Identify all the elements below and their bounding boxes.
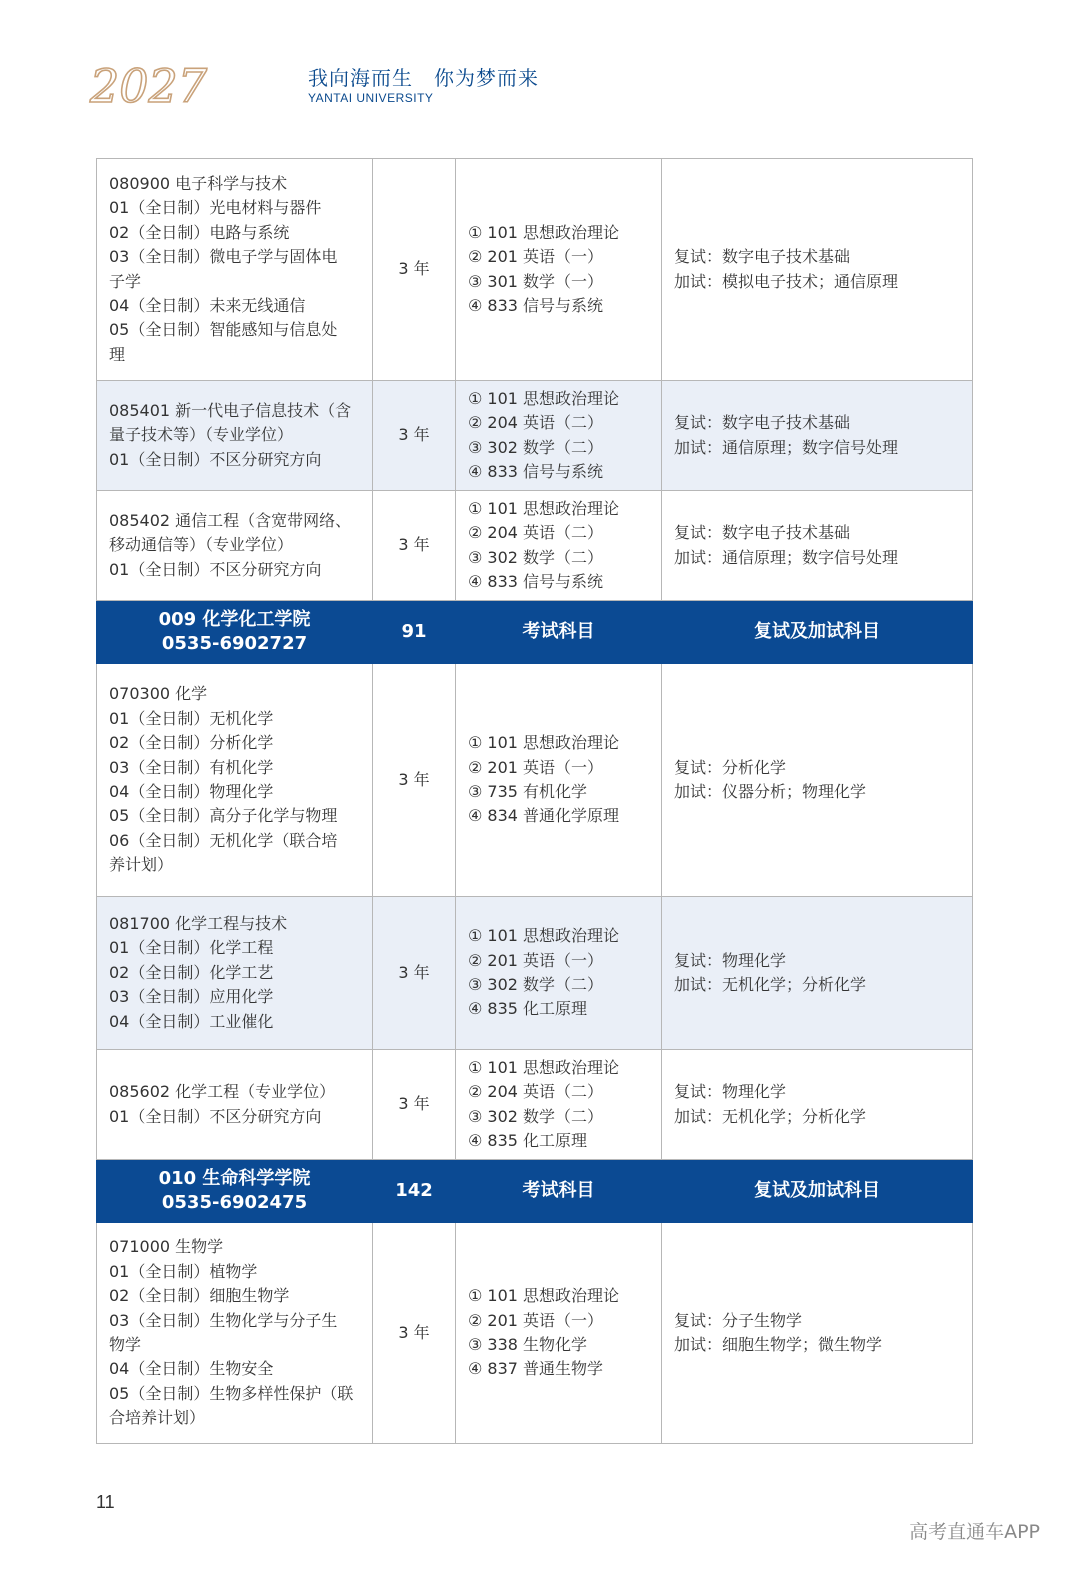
retest-subject: 复试：物理化学	[674, 950, 787, 970]
exam-subject: ① 101 思想政治理论	[468, 1057, 620, 1077]
retest-subjects-cell	[662, 897, 973, 1050]
slogan: 我向海而生 你为梦而来	[308, 66, 539, 90]
program-line: 070300 化学	[109, 684, 208, 704]
program-row	[97, 381, 973, 491]
retest-subject: 复试：数字电子技术基础	[674, 247, 851, 267]
years-cell: 3 年	[373, 1223, 456, 1444]
program-line: 05（全日制）生物多样性保护（联	[109, 1383, 354, 1403]
retest-subjects-cell	[662, 1050, 973, 1160]
program-line: 01（全日制）不区分研究方向	[109, 559, 322, 579]
exam-subject: ① 101 思想政治理论	[468, 1286, 620, 1306]
exam-subject: ④ 833 信号与系统	[468, 571, 604, 591]
program-cell	[97, 381, 373, 491]
program-line: 03（全日制）有机化学	[109, 757, 274, 777]
exam-subject: ② 201 英语（一）	[468, 950, 604, 970]
quota-cell: 91	[373, 601, 456, 664]
exam-subjects-cell	[456, 491, 662, 601]
exam-subject: ③ 301 数学（一）	[468, 271, 604, 291]
program-line: 02（全日制）电路与系统	[109, 222, 290, 242]
page-header	[88, 60, 539, 112]
retest-subject: 复试：分子生物学	[674, 1310, 803, 1330]
quota-cell: 142	[373, 1160, 456, 1223]
program-line: 085401 新一代电子信息技术（含	[109, 400, 352, 420]
program-line: 080900 电子科学与技术	[109, 173, 288, 193]
college-header-row	[97, 601, 973, 664]
college-header-row	[97, 1160, 973, 1223]
exam-subject: ③ 302 数学（二）	[468, 1106, 604, 1126]
college-cell	[97, 601, 373, 664]
program-line: 01（全日制）不区分研究方向	[109, 1106, 322, 1126]
years-cell: 3 年	[373, 897, 456, 1050]
exam-subjects-cell	[456, 664, 662, 897]
program-line: 081700 化学工程与技术	[109, 913, 288, 933]
retest-subject: 复试：物理化学	[674, 1082, 787, 1102]
program-line: 04（全日制）生物安全	[109, 1359, 274, 1379]
exam-subject: ① 101 思想政治理论	[468, 222, 620, 242]
program-line: 06（全日制）无机化学（联合培	[109, 830, 338, 850]
program-row	[97, 159, 973, 381]
exam-subject: ④ 835 化工原理	[468, 1130, 588, 1150]
retest-subject: 加试：模拟电子技术；通信原理	[674, 271, 899, 291]
college-phone: 0535-6902727	[161, 633, 308, 654]
program-line: 移动通信等）（专业学位）	[109, 535, 294, 555]
program-line: 03（全日制）应用化学	[109, 987, 274, 1007]
program-line: 04（全日制）物理化学	[109, 782, 274, 801]
retest-subjects-cell	[662, 664, 973, 897]
exam-subject: ① 101 思想政治理论	[468, 733, 620, 753]
exam-subject: ④ 835 化工原理	[468, 999, 588, 1019]
exam-subject: ③ 302 数学（二）	[468, 547, 604, 567]
retest-subject: 复试：数字电子技术基础	[674, 413, 851, 433]
program-line: 理	[109, 344, 126, 364]
retest-subject: 加试：无机化学；分析化学	[674, 975, 867, 994]
program-line: 物学	[109, 1335, 142, 1354]
program-cell	[97, 897, 373, 1050]
retest-subject: 加试：细胞生物学；微生物学	[674, 1335, 883, 1354]
admissions-table	[96, 158, 973, 1444]
retest-subject: 加试：仪器分析；物理化学	[674, 782, 867, 801]
exam-subjects-cell	[456, 1223, 662, 1444]
program-line: 02（全日制）化学工艺	[109, 962, 274, 982]
exam-label-cell: 考试科目	[456, 1160, 662, 1223]
program-line: 01（全日制）不区分研究方向	[109, 449, 322, 469]
program-cell	[97, 664, 373, 897]
years-cell: 3 年	[373, 1050, 456, 1160]
retest-subjects-cell	[662, 381, 973, 491]
program-line: 01（全日制）植物学	[109, 1261, 258, 1281]
exam-subject: ① 101 思想政治理论	[468, 388, 620, 408]
program-row	[97, 491, 973, 601]
program-line: 05（全日制）高分子化学与物理	[109, 806, 338, 826]
exam-subject: ④ 837 普通生物学	[468, 1359, 604, 1379]
college-cell	[97, 1160, 373, 1223]
exam-label-cell: 考试科目	[456, 601, 662, 664]
retest-subject: 复试：数字电子技术基础	[674, 523, 851, 543]
program-line: 085402 通信工程（含宽带网络、	[109, 510, 352, 530]
retest-subjects-cell	[662, 159, 973, 381]
exam-subject: ① 101 思想政治理论	[468, 498, 620, 518]
exam-subject: ④ 833 信号与系统	[468, 461, 604, 481]
retest-subjects-cell	[662, 491, 973, 601]
exam-subjects-cell	[456, 897, 662, 1050]
program-line: 03（全日制）生物化学与分子生	[109, 1310, 338, 1330]
years-cell: 3 年	[373, 159, 456, 381]
program-line: 量子技术等）（专业学位）	[109, 425, 294, 445]
exam-subject: ④ 834 普通化学原理	[468, 806, 620, 826]
exam-subjects-cell	[456, 1050, 662, 1160]
years-cell: 3 年	[373, 664, 456, 897]
exam-subject: ③ 338 生物化学	[468, 1335, 588, 1354]
program-cell	[97, 491, 373, 601]
retest-label-cell: 复试及加试科目	[662, 601, 973, 664]
years-cell: 3 年	[373, 491, 456, 601]
exam-subject: ③ 302 数学（二）	[468, 975, 604, 994]
program-line: 01（全日制）化学工程	[109, 938, 274, 958]
program-line: 04（全日制）未来无线通信	[109, 295, 306, 315]
program-line: 05（全日制）智能感知与信息处	[109, 320, 338, 340]
program-line: 养计划）	[109, 855, 174, 875]
retest-subject: 加试：无机化学；分析化学	[674, 1106, 867, 1126]
program-row	[97, 897, 973, 1050]
program-line: 子学	[109, 271, 142, 291]
retest-subject: 复试：分析化学	[674, 757, 787, 777]
program-line: 02（全日制）分析化学	[109, 733, 274, 753]
program-cell	[97, 1223, 373, 1444]
exam-subject: ② 201 英语（一）	[468, 1310, 604, 1330]
program-cell	[97, 159, 373, 381]
exam-subject: ② 204 英语（二）	[468, 1082, 604, 1102]
college-name: 010 生命科学学院	[158, 1168, 311, 1189]
watermark: 高考直通车APP	[909, 1521, 1040, 1543]
year-logo	[88, 60, 216, 108]
program-line: 071000 生物学	[109, 1237, 224, 1257]
retest-subjects-cell	[662, 1223, 973, 1444]
exam-subjects-cell	[456, 381, 662, 491]
program-line: 01（全日制）光电材料与器件	[109, 198, 322, 218]
program-line: 合培养计划）	[109, 1408, 206, 1428]
program-line: 01（全日制）无机化学	[109, 708, 274, 728]
program-row	[97, 1223, 973, 1444]
retest-label-cell: 复试及加试科目	[662, 1160, 973, 1223]
program-row	[97, 664, 973, 897]
retest-subject: 加试：通信原理；数字信号处理	[674, 437, 899, 457]
exam-subject: ③ 302 数学（二）	[468, 437, 604, 457]
program-cell	[97, 1050, 373, 1160]
college-phone: 0535-6902475	[161, 1192, 308, 1213]
university-name: YANTAI UNIVERSITY	[308, 91, 434, 105]
exam-subject: ② 204 英语（二）	[468, 523, 604, 543]
program-line: 04（全日制）工业催化	[109, 1011, 274, 1031]
exam-subject: ② 204 英语（二）	[468, 413, 604, 433]
page-number: 11	[96, 1492, 115, 1512]
years-cell: 3 年	[373, 381, 456, 491]
program-row	[97, 1050, 973, 1160]
retest-subject: 加试：通信原理；数字信号处理	[674, 547, 899, 567]
exam-subject: ② 201 英语（一）	[468, 247, 604, 267]
exam-subjects-cell	[456, 159, 662, 381]
logo-year-text: 2027	[90, 60, 208, 108]
program-line: 03（全日制）微电子学与固体电	[109, 247, 338, 267]
exam-subject: ② 201 英语（一）	[468, 757, 604, 777]
exam-subject: ③ 735 有机化学	[468, 782, 588, 801]
program-line: 085602 化学工程（专业学位）	[109, 1082, 336, 1102]
exam-subject: ④ 833 信号与系统	[468, 295, 604, 315]
college-name: 009 化学化工学院	[158, 609, 311, 630]
exam-subject: ① 101 思想政治理论	[468, 926, 620, 946]
program-line: 02（全日制）细胞生物学	[109, 1286, 290, 1306]
